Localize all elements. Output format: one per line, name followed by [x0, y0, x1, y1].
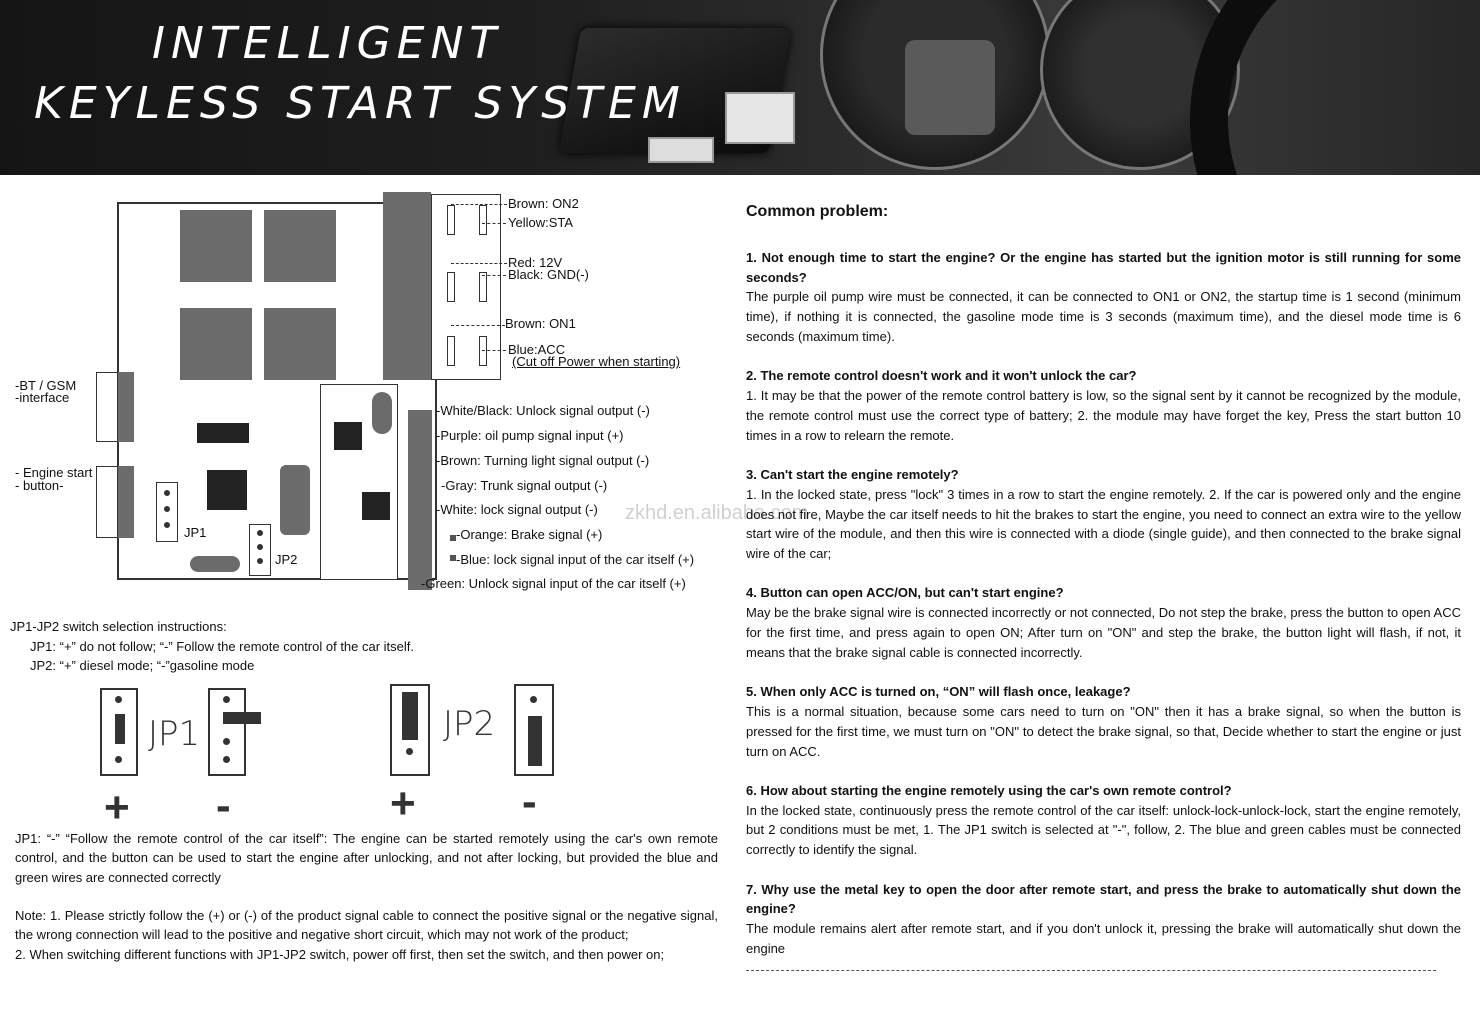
leader-line	[482, 350, 506, 351]
header-pin	[257, 558, 263, 564]
problem-item	[746, 682, 1461, 761]
problem-question: 6. How about starting the engine remotely using the car's own remote control?	[746, 782, 1232, 798]
jumper-pin	[530, 696, 537, 703]
header-pin	[164, 506, 170, 512]
signal-label: -Purple: oil pump signal input (+)	[436, 428, 624, 443]
header-pin	[257, 544, 263, 550]
jp2-label: JP2	[275, 552, 298, 567]
banner-title-line2: KEYLESS START SYSTEM	[34, 78, 686, 129]
jp1-plus-diagram	[100, 688, 138, 776]
problem-item	[746, 880, 1461, 959]
wire-label: Brown: ON2	[508, 196, 579, 211]
capacitor	[372, 392, 392, 434]
jumper-cap	[402, 692, 418, 740]
connector-slot	[479, 272, 487, 302]
connector-slot	[447, 205, 455, 235]
engine-button-port-pins	[118, 466, 134, 538]
signal-label: -Blue: lock signal input of the car itself (+)	[456, 552, 695, 567]
jumper-pin	[115, 696, 122, 703]
problem-question: 2. The remote control doesn't work and it won't unlock the car?	[746, 368, 1137, 384]
header-pin	[164, 490, 170, 496]
signal-label: -White: lock signal output (-)	[436, 502, 598, 517]
jp2-instruction: JP2: “+” diesel mode; “-”gasoline mode	[30, 658, 255, 673]
ic-chip	[362, 492, 390, 520]
connector-graphic	[725, 92, 795, 144]
minus-sign: -	[216, 781, 231, 830]
common-problems	[746, 200, 1461, 978]
plus-sign: +	[104, 783, 130, 832]
switch-instructions	[10, 617, 414, 676]
jumper-pin	[223, 738, 230, 745]
plus-sign: +	[390, 779, 416, 828]
steering-wheel-graphic	[1190, 0, 1480, 175]
engine-button-port	[96, 466, 118, 538]
ic-chip	[197, 423, 249, 443]
signal-label: -Brown: Turning light signal output (-)	[436, 453, 650, 468]
jumper-pin	[115, 756, 122, 763]
jp1-label: JP1	[184, 525, 207, 540]
jumper-cap	[528, 716, 542, 766]
leader-line	[451, 325, 505, 326]
problem-answer: The module remains alert after remote start, and if you don't unlock it, pressing the brake will automatically shut down the engine	[746, 921, 1461, 956]
problems-title: Common problem:	[746, 203, 889, 220]
engine-start-label: - Engine start	[15, 465, 93, 480]
relay-block	[180, 210, 252, 282]
problem-question: 4. Button can open ACC/ON, but can't start engine?	[746, 585, 1064, 601]
signal-label: -Orange: Brake signal (+)	[456, 527, 603, 542]
power-connector	[383, 192, 431, 380]
jumper-pin	[223, 696, 230, 703]
signal-label: -Gray: Trunk signal output (-)	[441, 478, 608, 493]
jumper-cap	[223, 712, 261, 724]
crystal	[190, 556, 240, 572]
circuit-diagram	[0, 180, 730, 610]
jp1-note: JP1: “-” “Follow the remote control of the car itself”: The engine can be started remotely using the car's own remote control, and the button can be used to start the engine after unlocking, and not after locking, but provided the blue and green wires are connected correctly	[15, 831, 718, 885]
signal-label: -Green: Unlock signal input of the car itself (+)	[421, 576, 686, 591]
problem-item	[746, 781, 1461, 860]
wire-label: Blue:ACC	[508, 342, 566, 357]
wire-label: Red: 12V	[508, 255, 563, 270]
bt-gsm-label: -interface	[15, 390, 70, 405]
problem-question: 3. Can't start the engine remotely?	[746, 466, 959, 482]
divider	[746, 970, 1436, 971]
problem-question: 1. Not enough time to start the engine? Or the engine has started but the ignition motor is still running for some seconds?	[746, 249, 1461, 285]
bt-gsm-label: -BT / GSM	[15, 378, 77, 393]
problem-answer: The purple oil pump wire must be connected, it can be connected to ON1 or ON2, the startup time is 1 second (minimum time), if nothing it is connected, the gasoline mode time is 3 seconds (maximum time), and the diesel mode time is 6 seconds (maximum time).	[746, 289, 1461, 344]
problem-item	[746, 366, 1461, 445]
jp2-minus-diagram	[514, 684, 554, 776]
leader-line	[482, 223, 506, 224]
wire-label: Black: GND(-)	[508, 267, 589, 282]
problem-answer: May be the brake signal wire is connected incorrectly or not connected, Do not step the brake, press the button to open ACC for the first time, and press again to open ON; After turn on "ON" and step the brake, the button light will flash, if not, it means that the brake signal cable is connected incorrectly.	[746, 605, 1461, 660]
note-block	[15, 906, 718, 964]
engine-start-label: - button-	[15, 478, 64, 493]
problem-answer: 1. In the locked state, press "lock" 3 times in a row to start the engine remotely. 2. If the car is powered only and the engine does not fire, Maybe the car itself needs to hit the brakes to start the engine, you need to connect an extra wire to the yellow start wire of the module, and then this wire is connected with a diode (single guide), and then connected to the brake signal wire of the car;	[746, 486, 1461, 562]
switch-heading: JP1-JP2 switch selection instructions:	[10, 619, 227, 634]
header-pin	[164, 522, 170, 528]
wire-label: Yellow:STA	[508, 215, 574, 230]
signal-connector	[408, 410, 432, 590]
connector-slot	[479, 205, 487, 235]
wire-label-note: (Cut off Power when starting)	[512, 354, 681, 369]
watermark: zkhd.en.alibaba.com	[625, 502, 809, 524]
leader-line	[451, 263, 507, 264]
problem-item	[746, 465, 1461, 564]
problem-answer: 1. It may be that the power of the remote control battery is low, so the signal sent by it cannot be recognized by the module, the remote control must use the correct type of battery; 2. the module may have forget the key, Press the start button 10 times in a row to relearn the remote.	[746, 388, 1461, 443]
connector-slot	[447, 336, 455, 366]
banner-title-line1: INTELLIGENT	[152, 18, 503, 69]
leader-line	[482, 275, 506, 276]
problem-item	[746, 583, 1461, 662]
capacitor	[280, 465, 310, 535]
header-pin	[257, 530, 263, 536]
jp1-minus-diagram	[208, 688, 246, 776]
note-line: Note: 1. Please strictly follow the (+) or (-) of the product signal cable to connect the positive signal or the negative signal, the wrong connection will lead to the positive and negative short circuit, which may not work of the product;	[15, 908, 718, 943]
problem-answer: In the locked state, continuously press the remote control of the car itself: unlock-lock-unlock-lock, start the engine remotely, but 2 conditions must be met, 1. The JP1 switch is selected at "-", follow, 2. The blue and green cables must be connected correctly to identify the signal.	[746, 802, 1461, 858]
relay-block	[264, 210, 336, 282]
jumper-pin	[406, 748, 413, 755]
relay-block	[264, 308, 336, 380]
bt-gsm-port-pins	[118, 372, 134, 442]
relay-block	[180, 308, 252, 380]
bt-gsm-port	[96, 372, 118, 442]
header-banner	[0, 0, 1480, 175]
power-connector-housing	[431, 194, 501, 380]
connector-graphic	[648, 137, 714, 163]
problem-question: 7. Why use the metal key to open the door after remote start, and press the brake to automatically shut down the engine?	[746, 881, 1461, 917]
jp1-instruction: JP1: “+” do not follow; “-” Follow the remote control of the car itself.	[30, 638, 415, 654]
problem-item	[746, 248, 1461, 347]
problem-question: 5. When only ACC is turned on, “ON” will flash once, leakage?	[746, 684, 1131, 700]
jp2-switch-label: JP2	[443, 704, 496, 744]
jumper-cap	[115, 714, 125, 744]
wire-label: Brown: ON1	[505, 316, 576, 331]
note-line: 2. When switching different functions with JP1-JP2 switch, power off first, then set the switch, and then power on;	[15, 946, 665, 962]
minus-sign: -	[522, 777, 537, 826]
connector-slot	[447, 272, 455, 302]
banner-title	[34, 18, 686, 129]
ic-chip	[334, 422, 362, 450]
problem-answer: This is a normal situation, because some cars need to turn on "ON" then it has a brake signal, so when the button is pressed for the first time, we must turn on "ON" to detect the brake signal, so that, Decide whether to start the engine or just turn on ACC.	[746, 703, 1461, 759]
connector-slot	[479, 336, 487, 366]
jumper-pin	[223, 756, 230, 763]
jp1-switch-label: JP1	[148, 714, 201, 754]
dashboard-screen-graphic	[905, 40, 995, 135]
mcu-chip	[207, 470, 247, 510]
signal-label: -White/Black: Unlock signal output (-)	[436, 403, 650, 418]
leader-line	[451, 204, 507, 205]
jp2-plus-diagram	[390, 684, 430, 776]
